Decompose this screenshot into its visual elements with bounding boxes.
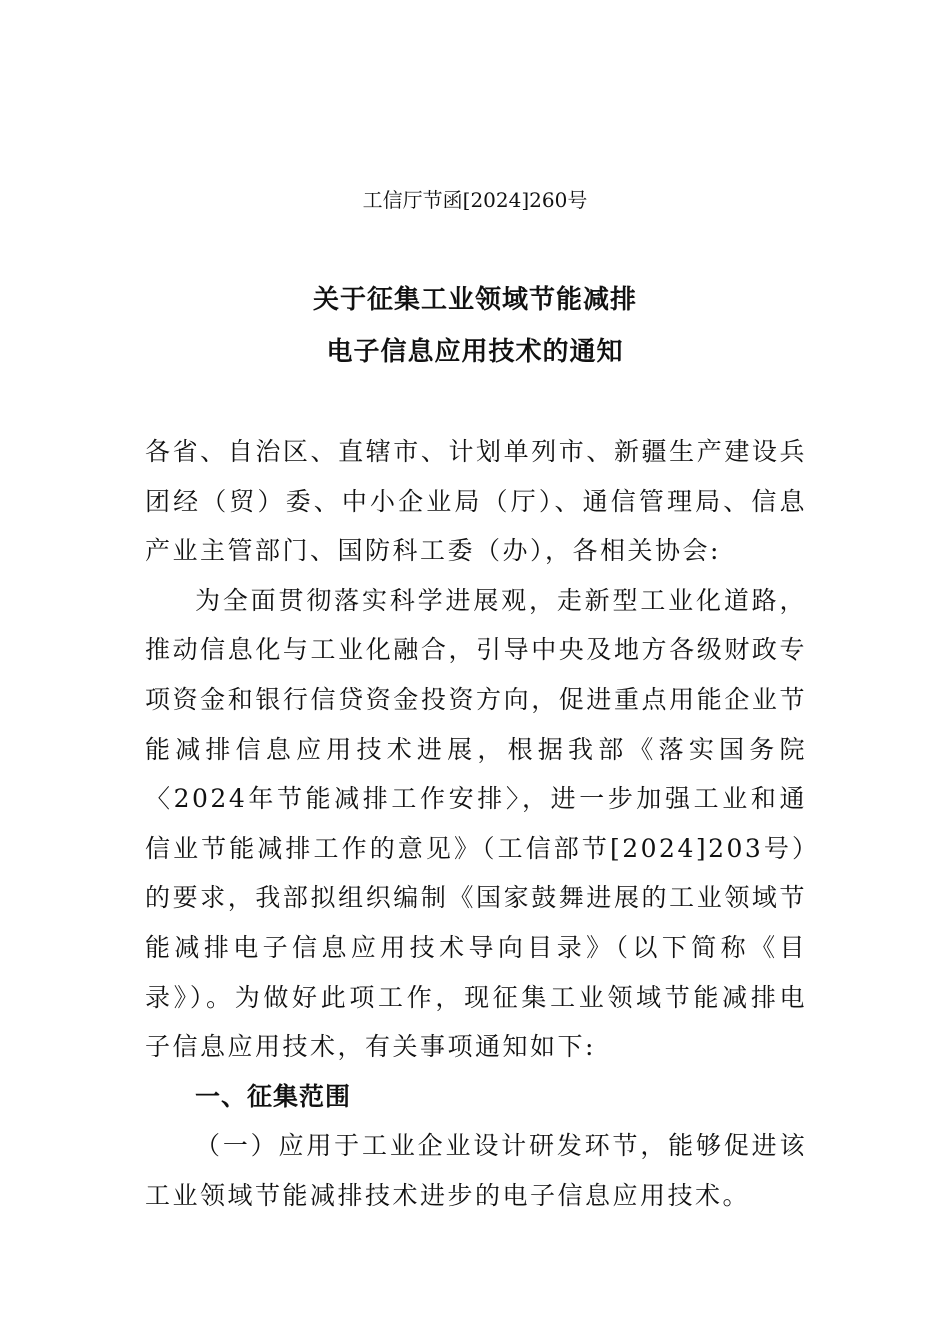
section-1-item-1: （一）应用于工业企业设计研发环节，能够促进该工业领域节能减排技术进步的电子信息应用技术。 <box>145 1131 807 1210</box>
document-title-line-2: 电子信息应用技术的通知 <box>326 337 624 367</box>
document-title-line-1: 关于征集工业领域节能减排 <box>312 285 637 315</box>
intro-paragraph: 为全面贯彻落实科学进展观，走新型工业化道路，推动信息化与工业化融合，引导中央及地方各级财政专项资金和银行信贷资金投资方向，促进重点用能企业节能减排信息应用技术进展，根据我部《落实国务院〈2024年节能减排工作安排〉，进一步加强工业和通信业节能减排工作的意见》（工信部节[2024]203号）的要求，我部拟组织编制《国家鼓舞进展的工业领域节能减排电子信息应用技术导向目录》（以下简称《目录》）。为做好此项工作，现征集工业领域节能减排电子信息应用技术，有关事项通知如下: <box>145 585 807 1062</box>
document-number: 工信厅节函[2024]260号 <box>362 188 588 212</box>
document-body <box>145 427 807 1221</box>
salutation-paragraph: 各省、自治区、直辖市、计划单列市、新疆生产建设兵团经（贸）委、中小企业局（厅）、通信管理局、信息产业主管部门、国防科工委（办），各相关协会: <box>145 437 807 566</box>
section-1-heading: 一、征集范围 <box>195 1081 352 1111</box>
